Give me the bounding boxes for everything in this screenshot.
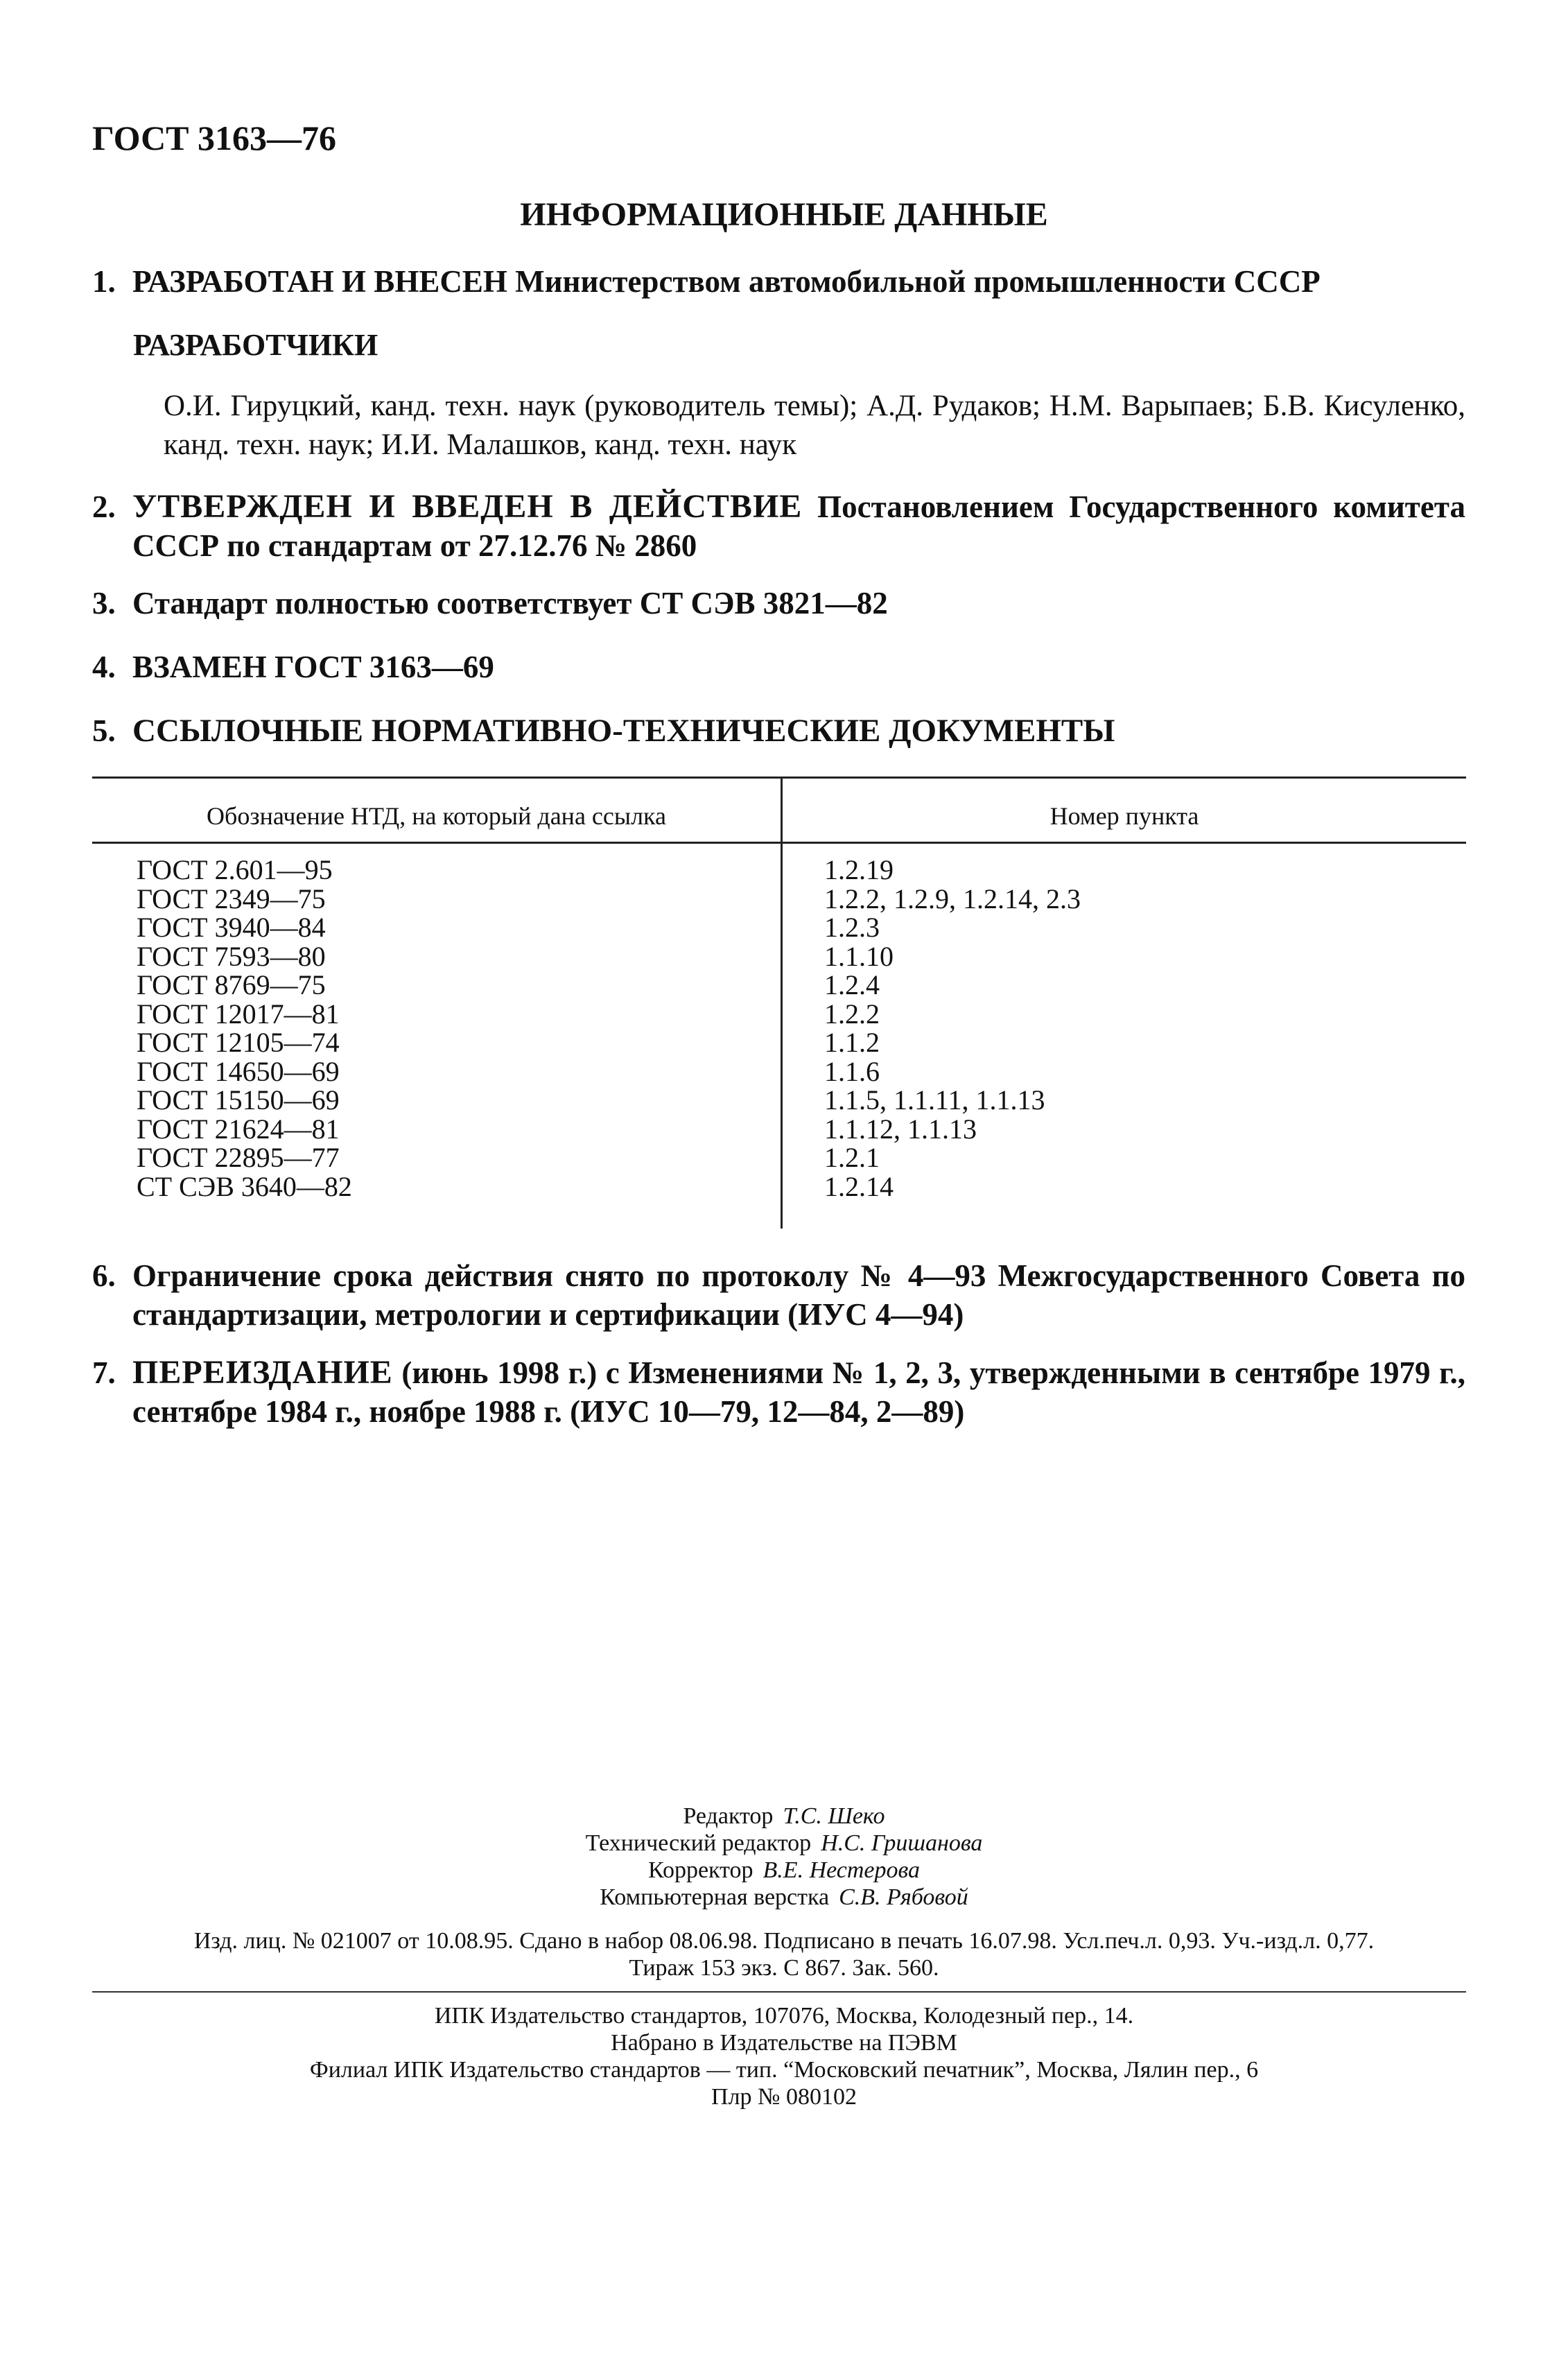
imprint-divider: [92, 1991, 1466, 1993]
table-header-clause: Номер пункта: [1049, 802, 1199, 830]
developers-list: О.И. Гируцкий, канд. техн. наук (руководитель темы); А.Д. Рудаков; Н.М. Варыпаев; Б.В. Кисуленко, канд. техн. наук; И.И. Малашков, канд. техн. наук: [164, 390, 1465, 461]
table-cell-clause: 1.2.14: [824, 1170, 894, 1202]
table-cell-designation: ГОСТ 14650—69: [137, 1055, 340, 1087]
credit-name: Н.С. Гришанова: [821, 1830, 983, 1856]
table-column-clause: [824, 856, 1081, 1201]
document-code: ГОСТ 3163—76: [92, 119, 337, 157]
table-cell-clause: 1.1.6: [824, 1055, 880, 1087]
table-column-designation: [137, 856, 352, 1201]
credit-line: [0, 1830, 1568, 1857]
item-7: [92, 1353, 1465, 1431]
imprint-line: Тираж 153 экз. С 867. Зак. 560.: [629, 1955, 939, 1981]
table-cell-clause: 1.2.1: [824, 1142, 880, 1173]
imprint-line: Изд. лиц. № 021007 от 10.08.95. Сдано в набор 08.06.98. Подписано в печать 16.07.98. Усл.печ.л. 0,93. Уч.-изд.л. 0,77.: [193, 1928, 1375, 1954]
credit-line: [0, 1857, 1568, 1884]
item-text: ВЗАМЕН ГОСТ 3163—69: [132, 650, 494, 684]
item-number: 4.: [92, 650, 116, 684]
credit-name: Т.С. Шеко: [783, 1803, 885, 1829]
table-cell-clause: 1.2.4: [824, 969, 880, 1000]
table-cell-designation: ГОСТ 3940—84: [137, 912, 326, 943]
table-cell-designation: ГОСТ 8769—75: [137, 969, 326, 1000]
credit-line: [0, 1884, 1568, 1911]
item-body: [132, 1353, 1465, 1431]
item-5: [92, 711, 1465, 750]
table-column-divider: [781, 776, 783, 1229]
table-cell-designation: СТ СЭВ 3640—82: [137, 1170, 352, 1202]
table-header-rule: [92, 842, 1466, 844]
publisher-info: [0, 2002, 1568, 2110]
item-number: 3.: [92, 586, 116, 621]
item-4: [92, 648, 1465, 686]
editorial-credits: [0, 1803, 1568, 1911]
table-cell-designation: ГОСТ 12105—74: [137, 1027, 340, 1058]
table-cell-clause: 1.1.2: [824, 1027, 880, 1058]
developers-label: РАЗРАБОТЧИКИ: [133, 328, 378, 362]
item-text: Министерством автомобильной промышленности СССР: [515, 264, 1321, 299]
item-text: Ограничение срока действия снято по протоколу № 4—93 Межгосударственного Совета по стандартизации, метрологии и сертификации (ИУС 4—94): [132, 1258, 1465, 1332]
table-header-designation: Обозначение НТД, на который дана ссылка: [207, 802, 666, 830]
item-number: 6.: [92, 1258, 116, 1293]
table-cell-designation: ГОСТ 12017—81: [137, 998, 340, 1030]
credit-name: В.Е. Нестерова: [763, 1857, 921, 1883]
item-body: [132, 262, 1465, 301]
item-number: 1.: [92, 264, 116, 299]
item-text: (июнь 1998 г.) с Изменениями № 1, 2, 3, утвержденными в сентябре 1979 г., сентябре 1984 г., ноябре 1988 г. (ИУС 10—79, 12—84, 2—89): [132, 1355, 1465, 1429]
publisher-line: Филиал ИПК Издательство стандартов — тип. “Московский печатник”, Москва, Лялин пер., 6: [309, 2057, 1259, 2083]
credit-line: [0, 1803, 1568, 1830]
publisher-line: Плр № 080102: [711, 2084, 857, 2110]
ntd-reference-table: [92, 776, 1466, 1229]
item-1: [92, 262, 1465, 301]
item-text: ССЫЛОЧНЫЕ НОРМАТИВНО-ТЕХНИЧЕСКИЕ ДОКУМЕНТЫ: [132, 713, 1115, 749]
credit-role: Технический редактор: [585, 1830, 812, 1856]
credit-name: С.В. Рябовой: [839, 1884, 968, 1910]
table-cell-clause: 1.2.2: [824, 998, 880, 1030]
table-top-rule: [92, 776, 1466, 779]
table-cell-designation: ГОСТ 2.601—95: [137, 854, 333, 885]
publisher-line: Набрано в Издательстве на ПЭВМ: [611, 2030, 957, 2056]
credit-role: Редактор: [683, 1803, 774, 1829]
table-cell-clause: 1.1.5, 1.1.11, 1.1.13: [824, 1084, 1045, 1116]
item-6: [92, 1256, 1465, 1334]
credit-role: Корректор: [647, 1857, 753, 1883]
item-number: 2.: [92, 489, 116, 524]
table-cell-designation: ГОСТ 7593—80: [137, 940, 326, 972]
item-body: [132, 487, 1465, 565]
credit-role: Компьютерная верстка: [600, 1884, 830, 1910]
table-cell-designation: ГОСТ 21624—81: [137, 1113, 340, 1145]
table-cell-clause: 1.1.12, 1.1.13: [824, 1113, 977, 1145]
table-cell-designation: ГОСТ 15150—69: [137, 1084, 340, 1116]
table-cell-clause: 1.1.10: [824, 940, 894, 972]
item-3: [92, 584, 1465, 623]
page-heading: ИНФОРМАЦИОННЫЕ ДАННЫЕ: [520, 196, 1048, 233]
item-label: ПЕРЕИЗДАНИЕ: [132, 1354, 393, 1391]
item-2: [92, 487, 1465, 565]
item-number: 7.: [92, 1355, 116, 1390]
item-text: Стандарт полностью соответствует СТ СЭВ 3821—82: [132, 586, 888, 621]
table-cell-clause: 1.2.19: [824, 854, 894, 885]
table-cell-designation: ГОСТ 2349—75: [137, 883, 326, 914]
item-text: Постановлением Государственного комитета СССР по стандартам от 27.12.76 № 2860: [132, 489, 1466, 563]
table-cell-designation: ГОСТ 22895—77: [137, 1142, 340, 1173]
publisher-line: ИПК Издательство стандартов, 107076, Москва, Колодезный пер., 14.: [434, 2003, 1134, 2029]
table-cell-clause: 1.2.3: [824, 912, 880, 943]
item-number: 5.: [92, 713, 116, 748]
table-cell-clause: 1.2.2, 1.2.9, 1.2.14, 2.3: [824, 883, 1081, 914]
item-label: РАЗРАБОТАН И ВНЕСЕН: [132, 264, 507, 299]
print-imprint: [0, 1927, 1568, 1981]
item-label: УТВЕРЖДЕН И ВВЕДЕН В ДЕЙСТВИЕ: [132, 488, 803, 525]
